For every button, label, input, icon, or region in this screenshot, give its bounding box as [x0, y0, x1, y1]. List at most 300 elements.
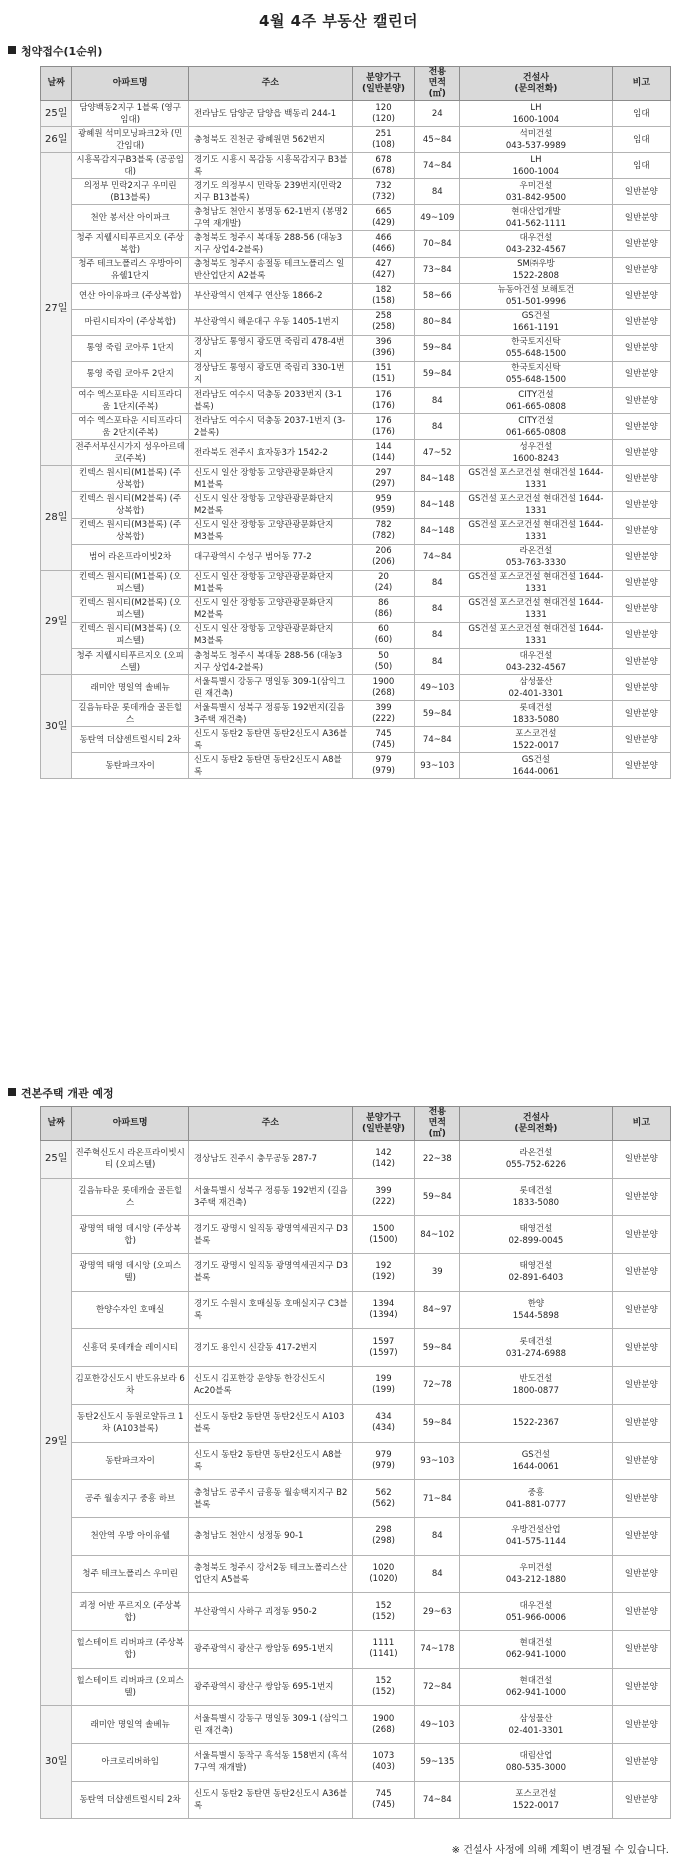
addr-cell: 신도시 동탄2 동탄면 동탄2신도시 A8블록	[188, 753, 352, 779]
apt-cell: 여수 엑스포타운 시티프라디움 2단지(주복)	[72, 414, 189, 440]
builder-cell: 성우건설 1600-8243	[460, 440, 612, 466]
apt-cell: 킨텍스 원시티(M3블록) (오피스텔)	[72, 622, 189, 648]
apt-cell: 시흥목감지구B3블록 (공공임대)	[72, 153, 189, 179]
addr-cell: 신도시 일산 장항동 고양관광문화단지 M1블록	[188, 466, 352, 492]
addr-cell: 충청북도 청주시 복대동 288-56 (대농3지구 상업4-2블록)	[188, 231, 352, 257]
addr-cell: 전라남도 담양군 담양읍 백동리 244-1	[188, 101, 352, 127]
note-cell: 일반분양	[612, 1442, 670, 1480]
units-cell: 1597 (1597)	[352, 1329, 415, 1367]
area-cell: 84~97	[415, 1291, 460, 1329]
builder-cell: 한양 1544-5898	[460, 1291, 612, 1329]
units-cell: 182 (158)	[352, 283, 415, 309]
table-row	[41, 1442, 671, 1480]
area-cell: 49~103	[415, 1706, 460, 1744]
builder-cell: GS건설 1644-0061	[460, 1442, 612, 1480]
table-row	[41, 309, 671, 335]
builder-cell: 대우건설 043-232-4567	[460, 648, 612, 674]
builder-cell: SM㈜우방 1522-2808	[460, 257, 612, 283]
addr-cell: 부산광역시 연제구 연산동 1866-2	[188, 283, 352, 309]
units-cell: 50 (50)	[352, 648, 415, 674]
units-cell: 192 (192)	[352, 1254, 415, 1292]
addr-cell: 광주광역시 광산구 쌍암동 695-1번지	[188, 1630, 352, 1668]
note-cell: 일반분양	[612, 1517, 670, 1555]
note-cell: 일반분양	[612, 1254, 670, 1292]
note-cell: 일반분양	[612, 1141, 670, 1179]
apt-cell: 킨텍스 원시티(M3블록) (주상복합)	[72, 518, 189, 544]
units-cell: 1073 (403)	[352, 1744, 415, 1782]
apt-cell: 동탄파크자이	[72, 1442, 189, 1480]
addr-cell: 경기도 용인시 신갈동 417-2번지	[188, 1329, 352, 1367]
addr-cell: 경상남도 진주시 충무공동 287-7	[188, 1141, 352, 1179]
addr-cell: 충청남도 공주시 금흥동 월송택지지구 B2블록	[188, 1480, 352, 1518]
table-row	[41, 492, 671, 518]
note-cell: 일반분양	[612, 1480, 670, 1518]
area-cell: 74~84	[415, 727, 460, 753]
builder-cell: 우방건설산업 041-575-1144	[460, 1517, 612, 1555]
page-title: 4월 4주 부동산 캘린더	[259, 12, 418, 30]
table-row	[41, 1744, 671, 1782]
area-cell: 84	[415, 1517, 460, 1555]
section-title-model-house	[8, 1085, 114, 1101]
date-cell: 28일	[41, 466, 72, 570]
builder-cell: 롯데건설 031-274-6988	[460, 1329, 612, 1367]
builder-cell: LH 1600-1004	[460, 101, 612, 127]
units-cell: 199 (199)	[352, 1367, 415, 1405]
units-cell: 1900 (268)	[352, 675, 415, 701]
units-cell: 396 (396)	[352, 335, 415, 361]
note-cell: 일반분양	[612, 1706, 670, 1744]
units-cell: 399 (222)	[352, 701, 415, 727]
apt-cell: 킨텍스 원시티(M2블록) (오피스텔)	[72, 596, 189, 622]
note-cell: 일반분양	[612, 309, 670, 335]
addr-cell: 전라남도 여수시 덕충동 2037-1번지 (3-2블록)	[188, 414, 352, 440]
addr-cell: 신도시 일산 장항동 고양관광문화단지 M2블록	[188, 596, 352, 622]
note-cell: 일반분양	[612, 1367, 670, 1405]
note-cell: 일반분양	[612, 1630, 670, 1668]
units-cell: 151 (151)	[352, 361, 415, 387]
date-cell: 30일	[41, 1706, 72, 1819]
area-cell: 49~103	[415, 675, 460, 701]
units-cell: 562 (562)	[352, 1480, 415, 1518]
units-cell: 176 (176)	[352, 414, 415, 440]
apt-cell: 통영 죽림 코아루 1단지	[72, 335, 189, 361]
apt-cell: 공주 월송지구 중흥 하브	[72, 1480, 189, 1518]
table-row	[41, 440, 671, 466]
apt-cell: 청주 지웰시티푸르지오 (오피스텔)	[72, 648, 189, 674]
units-cell: 251 (108)	[352, 127, 415, 153]
apt-cell: 길음뉴타운 롯데캐슬 골든힐스	[72, 1178, 189, 1216]
addr-cell: 신도시 일산 장항동 고양관광문화단지 M1블록	[188, 570, 352, 596]
apt-cell: 한양수자인 호매실	[72, 1291, 189, 1329]
units-cell: 60 (60)	[352, 622, 415, 648]
area-cell: 24	[415, 101, 460, 127]
addr-cell: 충청남도 천안시 성정동 90-1	[188, 1517, 352, 1555]
area-cell: 29~63	[415, 1593, 460, 1631]
addr-cell: 경기도 수원시 호매실동 호매실지구 C3블록	[188, 1291, 352, 1329]
column-header-addr: 주소	[188, 67, 352, 101]
area-cell: 93~103	[415, 753, 460, 779]
units-cell: 1500 (1500)	[352, 1216, 415, 1254]
units-cell: 144 (144)	[352, 440, 415, 466]
column-header-apt: 아파트명	[72, 67, 189, 101]
builder-cell: 포스코건설 1522-0017	[460, 1781, 612, 1819]
apt-cell: 마린시티자이 (주상복합)	[72, 309, 189, 335]
area-cell: 59~84	[415, 701, 460, 727]
note-cell: 일반분양	[612, 361, 670, 387]
units-cell: 142 (142)	[352, 1141, 415, 1179]
date-cell: 27일	[41, 153, 72, 466]
note-cell: 일반분양	[612, 1178, 670, 1216]
date-cell: 25일	[41, 1141, 72, 1179]
area-cell: 70~84	[415, 231, 460, 257]
table-row	[41, 1404, 671, 1442]
area-cell: 84	[415, 622, 460, 648]
square-bullet-icon	[8, 1088, 16, 1096]
table-row	[41, 622, 671, 648]
builder-cell: 우미건설 031-842-9500	[460, 179, 612, 205]
apt-cell: 아크로리버하임	[72, 1744, 189, 1782]
column-header-units: 분양가구 (일반분양)	[352, 67, 415, 101]
note-cell: 일반분양	[612, 1216, 670, 1254]
units-cell: 176 (176)	[352, 388, 415, 414]
builder-cell: 석미건설 043-537-9989	[460, 127, 612, 153]
table-row	[41, 231, 671, 257]
apt-cell: 통영 죽림 코아루 2단지	[72, 361, 189, 387]
apt-cell: 래미안 명일역 솔베뉴	[72, 675, 189, 701]
units-cell: 665 (429)	[352, 205, 415, 231]
units-cell: 152 (152)	[352, 1668, 415, 1706]
apt-cell: 힐스테이트 리버파크 (주상복합)	[72, 1630, 189, 1668]
builder-cell: GS건설 포스코건설 현대건설 1644-1331	[460, 570, 612, 596]
area-cell: 59~84	[415, 1178, 460, 1216]
note-cell: 일반분양	[612, 1744, 670, 1782]
column-header-addr: 주소	[188, 1107, 352, 1141]
table-row	[41, 648, 671, 674]
table-row	[41, 1593, 671, 1631]
units-cell: 297 (297)	[352, 466, 415, 492]
apt-cell: 힐스테이트 리버파크 (오피스텔)	[72, 1668, 189, 1706]
note-cell: 일반분양	[612, 1668, 670, 1706]
area-cell: 84	[415, 388, 460, 414]
area-cell: 84	[415, 596, 460, 622]
note-cell: 일반분양	[612, 179, 670, 205]
addr-cell: 충청북도 청주시 송절동 테크노폴리스 일반산업단지 A2블록	[188, 257, 352, 283]
units-cell: 979 (979)	[352, 1442, 415, 1480]
note-cell: 임대	[612, 101, 670, 127]
note-cell: 일반분양	[612, 440, 670, 466]
addr-cell: 서울특별시 강동구 명일동 309-1(삼익그린 재건축)	[188, 675, 352, 701]
column-header-note: 비고	[612, 1107, 670, 1141]
area-cell: 84	[415, 1555, 460, 1593]
units-cell: 959 (959)	[352, 492, 415, 518]
note-cell: 일반분양	[612, 231, 670, 257]
units-cell: 258 (258)	[352, 309, 415, 335]
column-header-note: 비고	[612, 67, 670, 101]
note-cell: 일반분양	[612, 257, 670, 283]
column-header-date: 날짜	[41, 67, 72, 101]
column-header-area: 전용 면적 (㎡)	[415, 67, 460, 101]
area-cell: 72~84	[415, 1668, 460, 1706]
builder-cell: 현대건설 062-941-1000	[460, 1630, 612, 1668]
addr-cell: 신도시 동탄2 동탄면 동탄2신도시 A8블록	[188, 1442, 352, 1480]
addr-cell: 신도시 일산 장항동 고양관광문화단지 M3블록	[188, 518, 352, 544]
note-cell: 일반분양	[612, 727, 670, 753]
units-cell: 1111 (1141)	[352, 1630, 415, 1668]
note-cell: 일반분양	[612, 466, 670, 492]
table-row	[41, 596, 671, 622]
table-row	[41, 1291, 671, 1329]
table-row	[41, 701, 671, 727]
apt-cell: 길음뉴타운 롯데캐슬 골든힐스	[72, 701, 189, 727]
apt-cell: 청주 지웰시티푸르지오 (주상복합)	[72, 231, 189, 257]
subscription-table	[40, 66, 671, 779]
note-cell: 일반분양	[612, 622, 670, 648]
table-row	[41, 727, 671, 753]
table-row	[41, 361, 671, 387]
apt-cell: 의정부 민락2지구 우미린(B13블록)	[72, 179, 189, 205]
apt-cell: 전주서부신시가지 성우아르데코(주복)	[72, 440, 189, 466]
note-cell: 일반분양	[612, 1593, 670, 1631]
builder-cell: 포스코건설 1522-0017	[460, 727, 612, 753]
units-cell: 120 (120)	[352, 101, 415, 127]
apt-cell: 킨텍스 원시티(M1블록) (주상복합)	[72, 466, 189, 492]
note-cell: 일반분양	[612, 1329, 670, 1367]
addr-cell: 광주광역시 광산구 쌍암동 695-1번지	[188, 1668, 352, 1706]
apt-cell: 동탄2신도시 동원로얄듀크 1차 (A103블록)	[72, 1404, 189, 1442]
apt-cell: 김포한강신도시 반도유보라 6차	[72, 1367, 189, 1405]
area-cell: 73~84	[415, 257, 460, 283]
units-cell: 86 (86)	[352, 596, 415, 622]
units-cell: 979 (979)	[352, 753, 415, 779]
addr-cell: 전라북도 전주시 효자동3가 1542-2	[188, 440, 352, 466]
column-header-units: 분양가구 (일반분양)	[352, 1107, 415, 1141]
table-row	[41, 1517, 671, 1555]
table-row	[41, 1216, 671, 1254]
units-cell: 427 (427)	[352, 257, 415, 283]
apt-cell: 천안 봉서산 아이파크	[72, 205, 189, 231]
addr-cell: 신도시 일산 장항동 고양관광문화단지 M3블록	[188, 622, 352, 648]
builder-cell: 롯데건설 1833-5080	[460, 701, 612, 727]
area-cell: 80~84	[415, 309, 460, 335]
units-cell: 1394 (1394)	[352, 1291, 415, 1329]
area-cell: 84	[415, 414, 460, 440]
note-cell: 일반분양	[612, 753, 670, 779]
note-cell: 일반분양	[612, 648, 670, 674]
area-cell: 84	[415, 648, 460, 674]
addr-cell: 부산광역시 해운대구 우동 1405-1번지	[188, 309, 352, 335]
area-cell: 47~52	[415, 440, 460, 466]
apt-cell: 청주 테크노폴리스 우미린	[72, 1555, 189, 1593]
units-cell: 399 (222)	[352, 1178, 415, 1216]
addr-cell: 신도시 동탄2 동탄면 동탄2신도시 A103블록	[188, 1404, 352, 1442]
addr-cell: 신도시 동탄2 동탄면 동탄2신도시 A36블록	[188, 1781, 352, 1819]
units-cell: 466 (466)	[352, 231, 415, 257]
note-cell: 일반분양	[612, 335, 670, 361]
area-cell: 74~84	[415, 153, 460, 179]
builder-cell: 한국토지신탁 055-648-1500	[460, 361, 612, 387]
apt-cell: 동탄역 더샵센트럴시티 2차	[72, 1781, 189, 1819]
units-cell: 434 (434)	[352, 1404, 415, 1442]
area-cell: 72~78	[415, 1367, 460, 1405]
table-row	[41, 153, 671, 179]
addr-cell: 경기도 광명시 일직동 광명역세권지구 D3블록	[188, 1216, 352, 1254]
table-row	[41, 1141, 671, 1179]
builder-cell: 1522-2367	[460, 1404, 612, 1442]
table-row	[41, 1781, 671, 1819]
builder-cell: 라온건설 053-763-3330	[460, 544, 612, 570]
note-cell: 임대	[612, 153, 670, 179]
addr-cell: 전라남도 여수시 덕충동 2033번지 (3-1블록)	[188, 388, 352, 414]
note-cell: 일반분양	[612, 1555, 670, 1593]
builder-cell: 우미건설 043-212-1880	[460, 1555, 612, 1593]
section-title-subscription	[8, 43, 102, 59]
note-cell: 일반분양	[612, 544, 670, 570]
note-cell: 일반분양	[612, 205, 670, 231]
table-row	[41, 753, 671, 779]
table-row	[41, 1480, 671, 1518]
addr-cell: 신도시 일산 장항동 고양관광문화단지 M2블록	[188, 492, 352, 518]
addr-cell: 서울특별시 동작구 흑석동 158번지 (흑석7구역 재개발)	[188, 1744, 352, 1782]
builder-cell: GS건설 포스코건설 현대건설 1644-1331	[460, 622, 612, 648]
model-house-table	[40, 1106, 671, 1819]
builder-cell: GS건설 포스코건설 현대건설 1644-1331	[460, 518, 612, 544]
units-cell: 745 (745)	[352, 727, 415, 753]
area-cell: 84~102	[415, 1216, 460, 1254]
table-row	[41, 675, 671, 701]
addr-cell: 충청북도 청주시 강서2동 테크노폴리스산업단지 A5블록	[188, 1555, 352, 1593]
table-row	[41, 335, 671, 361]
apt-cell: 천안역 우방 아이유쉘	[72, 1517, 189, 1555]
area-cell: 59~84	[415, 361, 460, 387]
apt-cell: 진주혁신도시 라온프라이빗시티 (오피스텔)	[72, 1141, 189, 1179]
addr-cell: 대구광역시 수성구 범어동 77-2	[188, 544, 352, 570]
square-bullet-icon	[8, 46, 16, 54]
builder-cell: 대우건설 051-966-0006	[460, 1593, 612, 1631]
apt-cell: 괴정 어반 푸르지오 (주상복합)	[72, 1593, 189, 1631]
apt-cell: 청주 테크노폴리스 우방아이유쉘1단지	[72, 257, 189, 283]
area-cell: 59~84	[415, 1329, 460, 1367]
note-cell: 일반분양	[612, 675, 670, 701]
addr-cell: 신도시 동탄2 동탄면 동탄2신도시 A36블록	[188, 727, 352, 753]
apt-cell: 담양백동2지구 1블록 (영구임대)	[72, 101, 189, 127]
table-row	[41, 570, 671, 596]
addr-cell: 충청북도 진천군 광혜원면 562번지	[188, 127, 352, 153]
units-cell: 20 (24)	[352, 570, 415, 596]
area-cell: 84	[415, 570, 460, 596]
builder-cell: 중흥 041-881-0777	[460, 1480, 612, 1518]
date-cell: 29일	[41, 1178, 72, 1706]
units-cell: 732 (732)	[352, 179, 415, 205]
table-row	[41, 1630, 671, 1668]
builder-cell: CITY건설 061-665-0808	[460, 388, 612, 414]
table-row	[41, 283, 671, 309]
units-cell: 745 (745)	[352, 1781, 415, 1819]
area-cell: 84~148	[415, 466, 460, 492]
builder-cell: GS건설 포스코건설 현대건설 1644-1331	[460, 492, 612, 518]
area-cell: 74~84	[415, 544, 460, 570]
addr-cell: 경상남도 통영시 광도면 죽림리 478-4번지	[188, 335, 352, 361]
table-row	[41, 179, 671, 205]
area-cell: 74~84	[415, 1781, 460, 1819]
builder-cell: GS건설 1661-1191	[460, 309, 612, 335]
apt-cell: 여수 엑스포타운 시티프라디움 1단지(주복)	[72, 388, 189, 414]
header-row	[41, 67, 671, 101]
area-cell: 45~84	[415, 127, 460, 153]
addr-cell: 신도시 김포한강 운양동 한강신도시 Ac20블록	[188, 1367, 352, 1405]
area-cell: 59~135	[415, 1744, 460, 1782]
units-cell: 678 (678)	[352, 153, 415, 179]
column-header-builder: 건설사 (문의전화)	[460, 1107, 612, 1141]
area-cell: 84	[415, 179, 460, 205]
note-cell: 일반분양	[612, 283, 670, 309]
builder-cell: 현대산업개발 041-562-1111	[460, 205, 612, 231]
note-cell: 일반분양	[612, 1781, 670, 1819]
builder-cell: 대림산업 080-535-3000	[460, 1744, 612, 1782]
section-title-text: 청약접수(1순위)	[21, 45, 103, 58]
builder-cell: 삼성물산 02-401-3301	[460, 675, 612, 701]
table-row	[41, 101, 671, 127]
table-row	[41, 127, 671, 153]
addr-cell: 충청남도 천안시 봉명동 62-1번지 (봉명2구역 재개발)	[188, 205, 352, 231]
area-cell: 22~38	[415, 1141, 460, 1179]
addr-cell: 서울특별시 성북구 정릉동 192번지(길음3주택 재건축)	[188, 701, 352, 727]
note-cell: 일반분양	[612, 388, 670, 414]
addr-cell: 서울특별시 강동구 명일동 309-1 (삼익그린 재건축)	[188, 1706, 352, 1744]
addr-cell: 경기도 의정부시 민락동 239번지(민락2지구 B13블록)	[188, 179, 352, 205]
apt-cell: 광명역 태영 데시앙 (주상복합)	[72, 1216, 189, 1254]
table-row	[41, 1367, 671, 1405]
area-cell: 59~84	[415, 335, 460, 361]
column-header-date: 날짜	[41, 1107, 72, 1141]
table-row	[41, 414, 671, 440]
date-cell: 30일	[41, 675, 72, 779]
builder-cell: GS건설 1644-0061	[460, 753, 612, 779]
area-cell: 84~148	[415, 518, 460, 544]
note-cell: 임대	[612, 127, 670, 153]
area-cell: 74~178	[415, 1630, 460, 1668]
area-cell: 93~103	[415, 1442, 460, 1480]
note-cell: 일반분양	[612, 1291, 670, 1329]
builder-cell: 한국토지신탁 055-648-1500	[460, 335, 612, 361]
addr-cell: 서울특별시 성북구 정릉동 192번지 (길음3주택 재건축)	[188, 1178, 352, 1216]
builder-cell: 뉴동아건설 보해토건 051-501-9996	[460, 283, 612, 309]
builder-cell: 반도건설 1800-0877	[460, 1367, 612, 1405]
note-cell: 일반분양	[612, 701, 670, 727]
table-row	[41, 1555, 671, 1593]
addr-cell: 경기도 시흥시 목감동 시흥목감지구 B3블록	[188, 153, 352, 179]
area-cell: 39	[415, 1254, 460, 1292]
table-row	[41, 1706, 671, 1744]
area-cell: 71~84	[415, 1480, 460, 1518]
footnote: ※ 건설사 사정에 의해 계획이 변경될 수 있습니다.	[451, 1845, 669, 1856]
addr-cell: 부산광역시 사하구 괴정동 950-2	[188, 1593, 352, 1631]
table-row	[41, 257, 671, 283]
column-header-apt: 아파트명	[72, 1107, 189, 1141]
builder-cell: 현대건설 062-941-1000	[460, 1668, 612, 1706]
addr-cell: 경기도 광명시 일직동 광명역세권지구 D3블록	[188, 1254, 352, 1292]
apt-cell: 광혜원 석미모닝파크2차 (민간임대)	[72, 127, 189, 153]
builder-cell: 삼성물산 02-401-3301	[460, 1706, 612, 1744]
builder-cell: GS건설 포스코건설 현대건설 1644-1331	[460, 466, 612, 492]
date-cell: 26일	[41, 127, 72, 153]
table-row	[41, 1329, 671, 1367]
apt-cell: 동탄파크자이	[72, 753, 189, 779]
date-cell: 29일	[41, 570, 72, 674]
apt-cell: 범어 라온프라이빗2차	[72, 544, 189, 570]
units-cell: 1020 (1020)	[352, 1555, 415, 1593]
area-cell: 84~148	[415, 492, 460, 518]
table-row	[41, 205, 671, 231]
